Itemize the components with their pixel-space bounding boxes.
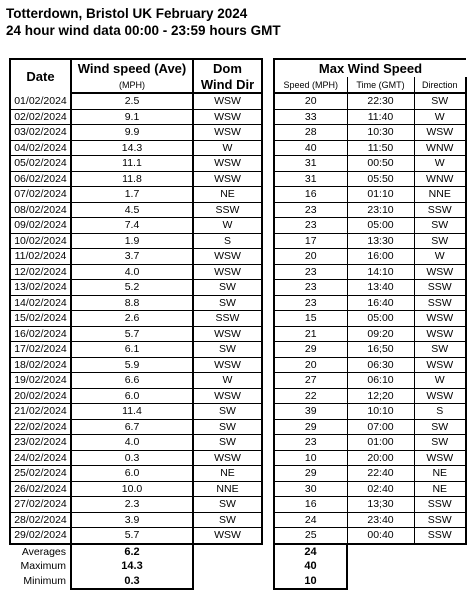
dom-dir-cell: W <box>193 140 262 156</box>
dom-dir-cell: WSW <box>193 357 262 373</box>
max-dir-cell: SSW <box>414 202 466 218</box>
table-row <box>10 497 466 513</box>
max-speed-cell: 30 <box>274 481 347 497</box>
max-time-cell: 11:50 <box>347 140 414 156</box>
header-row <box>10 59 466 77</box>
max-time-cell: 23:40 <box>347 512 414 528</box>
max-dir-cell: S <box>414 404 466 420</box>
max-speed-cell: 33 <box>274 109 347 125</box>
dom-dir-cell: WSW <box>193 171 262 187</box>
table-row <box>10 450 466 466</box>
max-dir-cell: W <box>414 156 466 172</box>
table-row <box>10 419 466 435</box>
max-speed-cell: 23 <box>274 295 347 311</box>
max-speed-cell: 10 <box>274 450 347 466</box>
avg-speed-cell: 4.0 <box>71 264 193 280</box>
max-time-cell: 20:00 <box>347 450 414 466</box>
avg-speed-cell: 6.7 <box>71 419 193 435</box>
max-dir-cell: SW <box>414 435 466 451</box>
table-row <box>10 404 466 420</box>
table-row <box>10 93 466 109</box>
max-time-cell: 01:00 <box>347 435 414 451</box>
max-time-cell: 02:40 <box>347 481 414 497</box>
table-row <box>10 311 466 327</box>
column-gap <box>262 109 274 125</box>
column-gap <box>262 77 274 93</box>
max-speed-cell: 23 <box>274 264 347 280</box>
max-speed-cell: 23 <box>274 280 347 296</box>
table-row <box>10 512 466 528</box>
date-cell: 07/02/2024 <box>10 187 71 203</box>
max-time-cell: 16:40 <box>347 295 414 311</box>
column-gap <box>262 512 274 528</box>
table-row <box>10 233 466 249</box>
dom-dir-cell: WSW <box>193 249 262 265</box>
avg-speed-cell: 9.9 <box>71 125 193 141</box>
wind-speed-unit: (MPH) <box>71 77 193 93</box>
max-time-cell: 00:40 <box>347 528 414 544</box>
column-gap <box>262 404 274 420</box>
column-gap <box>262 93 274 109</box>
dom-dir-cell: SW <box>193 295 262 311</box>
table-row <box>10 264 466 280</box>
table-row <box>10 373 466 389</box>
max-speed-cell: 15 <box>274 311 347 327</box>
dom-dir-cell: WSW <box>193 326 262 342</box>
max-speed-cell: 16 <box>274 497 347 513</box>
avg-speed-cell: 2.6 <box>71 311 193 327</box>
column-gap <box>262 295 274 311</box>
avg-speed-cell: 11.4 <box>71 404 193 420</box>
summary-speed: 6.2 <box>71 544 193 560</box>
table-row <box>10 466 466 482</box>
max-speed-cell: 29 <box>274 466 347 482</box>
avg-speed-cell: 9.1 <box>71 109 193 125</box>
avg-speed-cell: 4.5 <box>71 202 193 218</box>
date-cell: 27/02/2024 <box>10 497 71 513</box>
dom-dir-cell: NNE <box>193 481 262 497</box>
blank-cell <box>193 574 262 590</box>
max-time-cell: 23:10 <box>347 202 414 218</box>
max-wind-speed-header: Max Wind Speed <box>274 59 466 77</box>
wind-speed-header: Wind speed (Ave) <box>71 59 193 77</box>
max-time-cell: 06:10 <box>347 373 414 389</box>
dom-dir-cell: WSW <box>193 528 262 544</box>
date-cell: 21/02/2024 <box>10 404 71 420</box>
column-gap <box>262 311 274 327</box>
max-speed-cell: 23 <box>274 202 347 218</box>
blank-cell <box>193 559 262 574</box>
summary-label: Averages <box>21 545 66 558</box>
date-cell: 01/02/2024 <box>10 93 71 109</box>
max-time-cell: 16;50 <box>347 342 414 358</box>
max-time-cell: 07:00 <box>347 419 414 435</box>
avg-speed-cell: 2.5 <box>71 93 193 109</box>
max-speed-cell: 21 <box>274 326 347 342</box>
avg-speed-cell: 6.0 <box>71 388 193 404</box>
column-gap <box>262 187 274 203</box>
dom-dir-cell: WSW <box>193 109 262 125</box>
max-dir-cell: NE <box>414 466 466 482</box>
date-cell: 17/02/2024 <box>10 342 71 358</box>
column-gap <box>262 140 274 156</box>
max-time-cell: 13:30 <box>347 233 414 249</box>
max-dir-cell: SW <box>414 218 466 234</box>
max-speed-unit: Speed (MPH) <box>274 77 347 93</box>
table-row <box>10 295 466 311</box>
max-dir-cell: SSW <box>414 528 466 544</box>
column-gap <box>262 218 274 234</box>
table-row <box>10 140 466 156</box>
column-gap <box>262 419 274 435</box>
max-speed-cell: 16 <box>274 187 347 203</box>
date-cell: 03/02/2024 <box>10 125 71 141</box>
avg-speed-cell: 7.4 <box>71 218 193 234</box>
dom-dir-cell: WSW <box>193 264 262 280</box>
table-row <box>10 171 466 187</box>
dom-dir-cell: S <box>193 233 262 249</box>
dom-dir-cell: SW <box>193 404 262 420</box>
max-dir-cell: WSW <box>414 125 466 141</box>
date-header: Date <box>10 59 71 93</box>
max-dir-cell: SW <box>414 233 466 249</box>
max-time-cell: 06:30 <box>347 357 414 373</box>
max-speed-cell: 31 <box>274 171 347 187</box>
date-cell: 10/02/2024 <box>10 233 71 249</box>
column-gap <box>262 559 274 574</box>
max-speed-cell: 20 <box>274 93 347 109</box>
date-cell: 15/02/2024 <box>10 311 71 327</box>
summary-row <box>10 574 466 590</box>
dom-dir-cell: SW <box>193 512 262 528</box>
avg-speed-cell: 6.6 <box>71 373 193 389</box>
avg-speed-cell: 6.1 <box>71 342 193 358</box>
table-row <box>10 326 466 342</box>
date-cell: 16/02/2024 <box>10 326 71 342</box>
date-cell: 24/02/2024 <box>10 450 71 466</box>
max-speed-cell: 40 <box>274 140 347 156</box>
dom-dir-cell: WSW <box>193 93 262 109</box>
dom-dir-cell: W <box>193 218 262 234</box>
max-time-cell: 13;30 <box>347 497 414 513</box>
date-cell: 22/02/2024 <box>10 419 71 435</box>
max-time-cell: 00:50 <box>347 156 414 172</box>
summary-max-speed: 40 <box>274 559 347 574</box>
max-time-unit: Time (GMT) <box>347 77 414 93</box>
avg-speed-cell: 1.9 <box>71 233 193 249</box>
max-dir-cell: W <box>414 109 466 125</box>
column-gap <box>262 388 274 404</box>
max-dir-cell: WSW <box>414 326 466 342</box>
column-gap <box>262 574 274 590</box>
avg-speed-cell: 0.3 <box>71 450 193 466</box>
dom-dir-cell: SW <box>193 435 262 451</box>
max-dir-cell: SSW <box>414 295 466 311</box>
dom-dir-cell: SW <box>193 280 262 296</box>
date-cell: 11/02/2024 <box>10 249 71 265</box>
avg-speed-cell: 6.0 <box>71 466 193 482</box>
blank-cell <box>414 559 466 574</box>
max-speed-cell: 22 <box>274 388 347 404</box>
avg-speed-cell: 5.2 <box>71 280 193 296</box>
column-gap <box>262 497 274 513</box>
dom-dir-cell: SW <box>193 419 262 435</box>
avg-speed-cell: 5.7 <box>71 528 193 544</box>
max-dir-cell: WSW <box>414 357 466 373</box>
date-cell: 06/02/2024 <box>10 171 71 187</box>
date-cell: 09/02/2024 <box>10 218 71 234</box>
date-cell: 05/02/2024 <box>10 156 71 172</box>
date-cell: 02/02/2024 <box>10 109 71 125</box>
max-time-cell: 01:10 <box>347 187 414 203</box>
column-gap <box>262 342 274 358</box>
table-row <box>10 218 466 234</box>
max-dir-cell: SW <box>414 419 466 435</box>
column-gap <box>262 326 274 342</box>
max-speed-cell: 20 <box>274 249 347 265</box>
dom-dir-header-line2: Wind Dir <box>193 77 262 93</box>
max-dir-cell: WSW <box>414 388 466 404</box>
summary-max-speed: 10 <box>274 574 347 590</box>
dom-dir-cell: SSW <box>193 202 262 218</box>
max-speed-cell: 28 <box>274 125 347 141</box>
table-row <box>10 249 466 265</box>
max-time-cell: 14:10 <box>347 264 414 280</box>
report-title: Totterdown, Bristol UK February 2024 <box>6 6 248 21</box>
table-row <box>10 187 466 203</box>
max-dir-cell: WNW <box>414 171 466 187</box>
column-gap <box>262 233 274 249</box>
table-row <box>10 357 466 373</box>
dom-dir-cell: SSW <box>193 311 262 327</box>
summary-row <box>10 559 466 574</box>
avg-speed-cell: 5.7 <box>71 326 193 342</box>
table-row <box>10 481 466 497</box>
dom-dir-cell: WSW <box>193 388 262 404</box>
column-gap <box>262 125 274 141</box>
column-gap <box>262 357 274 373</box>
date-cell: 26/02/2024 <box>10 481 71 497</box>
max-time-cell: 13:40 <box>347 280 414 296</box>
dom-dir-cell: SW <box>193 342 262 358</box>
max-dir-cell: WSW <box>414 311 466 327</box>
table-row <box>10 528 466 544</box>
dom-dir-header-line1: Dom <box>193 59 262 77</box>
column-gap <box>262 481 274 497</box>
max-speed-cell: 27 <box>274 373 347 389</box>
max-dir-cell: W <box>414 373 466 389</box>
table-row <box>10 156 466 172</box>
summary-label: Maximum <box>20 560 66 573</box>
column-gap <box>262 450 274 466</box>
table-row <box>10 435 466 451</box>
max-time-cell: 10:30 <box>347 125 414 141</box>
max-time-cell: 12;20 <box>347 388 414 404</box>
column-gap <box>262 528 274 544</box>
summary-speed: 14.3 <box>71 559 193 574</box>
date-cell: 19/02/2024 <box>10 373 71 389</box>
max-time-cell: 05:50 <box>347 171 414 187</box>
table-row <box>10 202 466 218</box>
avg-speed-cell: 2.3 <box>71 497 193 513</box>
max-time-cell: 05:00 <box>347 311 414 327</box>
date-cell: 13/02/2024 <box>10 280 71 296</box>
table-row <box>10 109 466 125</box>
summary-label: Minimum <box>23 575 66 588</box>
dom-dir-cell: NE <box>193 187 262 203</box>
max-speed-cell: 29 <box>274 419 347 435</box>
max-dir-cell: SW <box>414 93 466 109</box>
max-time-cell: 11:40 <box>347 109 414 125</box>
table-row <box>10 342 466 358</box>
max-dir-cell: SSW <box>414 497 466 513</box>
dom-dir-cell: SW <box>193 497 262 513</box>
column-gap <box>262 202 274 218</box>
dom-dir-cell: W <box>193 373 262 389</box>
date-cell: 23/02/2024 <box>10 435 71 451</box>
report-subtitle: 24 hour wind data 00:00 - 23:59 hours GMT <box>6 23 281 38</box>
dom-dir-cell: NE <box>193 466 262 482</box>
date-cell: 28/02/2024 <box>10 512 71 528</box>
table-row <box>10 280 466 296</box>
subheader-row <box>10 77 466 93</box>
avg-speed-cell: 4.0 <box>71 435 193 451</box>
max-speed-cell: 31 <box>274 156 347 172</box>
max-dir-cell: WSW <box>414 264 466 280</box>
avg-speed-cell: 3.9 <box>71 512 193 528</box>
max-speed-cell: 24 <box>274 512 347 528</box>
date-cell: 25/02/2024 <box>10 466 71 482</box>
max-time-cell: 10:10 <box>347 404 414 420</box>
avg-speed-cell: 5.9 <box>71 357 193 373</box>
max-dir-cell: SW <box>414 342 466 358</box>
column-gap <box>262 156 274 172</box>
max-speed-cell: 25 <box>274 528 347 544</box>
date-cell: 04/02/2024 <box>10 140 71 156</box>
max-time-cell: 05:00 <box>347 218 414 234</box>
max-speed-cell: 17 <box>274 233 347 249</box>
column-gap <box>262 435 274 451</box>
column-gap <box>262 264 274 280</box>
avg-speed-cell: 11.1 <box>71 156 193 172</box>
date-cell: 20/02/2024 <box>10 388 71 404</box>
max-time-cell: 22:40 <box>347 466 414 482</box>
max-time-cell: 16:00 <box>347 249 414 265</box>
blank-cell <box>347 574 414 590</box>
max-direction-header: Direction <box>414 77 466 93</box>
date-cell: 14/02/2024 <box>10 295 71 311</box>
max-dir-cell: NNE <box>414 187 466 203</box>
max-speed-cell: 20 <box>274 357 347 373</box>
max-speed-cell: 29 <box>274 342 347 358</box>
avg-speed-cell: 14.3 <box>71 140 193 156</box>
column-gap <box>262 373 274 389</box>
wind-data-table <box>9 58 467 590</box>
dom-dir-cell: WSW <box>193 125 262 141</box>
blank-cell <box>347 559 414 574</box>
max-dir-cell: W <box>414 249 466 265</box>
summary-max-speed: 24 <box>274 544 347 560</box>
column-gap <box>262 249 274 265</box>
max-speed-cell: 39 <box>274 404 347 420</box>
max-dir-cell: SSW <box>414 280 466 296</box>
summary-speed: 0.3 <box>71 574 193 590</box>
column-gap <box>262 280 274 296</box>
max-dir-cell: WSW <box>414 450 466 466</box>
dom-dir-cell: WSW <box>193 450 262 466</box>
column-gap <box>262 466 274 482</box>
date-cell: 12/02/2024 <box>10 264 71 280</box>
avg-speed-cell: 8.8 <box>71 295 193 311</box>
max-dir-cell: WNW <box>414 140 466 156</box>
column-gap <box>262 171 274 187</box>
avg-speed-cell: 10.0 <box>71 481 193 497</box>
avg-speed-cell: 3.7 <box>71 249 193 265</box>
column-gap <box>262 59 274 77</box>
table-row <box>10 388 466 404</box>
date-cell: 18/02/2024 <box>10 357 71 373</box>
max-dir-cell: SSW <box>414 512 466 528</box>
max-speed-cell: 23 <box>274 218 347 234</box>
date-cell: 29/02/2024 <box>10 528 71 544</box>
avg-speed-cell: 1.7 <box>71 187 193 203</box>
max-time-cell: 22:30 <box>347 93 414 109</box>
max-speed-cell: 23 <box>274 435 347 451</box>
date-cell: 08/02/2024 <box>10 202 71 218</box>
dom-dir-cell: WSW <box>193 156 262 172</box>
table-row <box>10 125 466 141</box>
max-time-cell: 09:20 <box>347 326 414 342</box>
max-dir-cell: NE <box>414 481 466 497</box>
blank-cell <box>414 574 466 590</box>
avg-speed-cell: 11.8 <box>71 171 193 187</box>
